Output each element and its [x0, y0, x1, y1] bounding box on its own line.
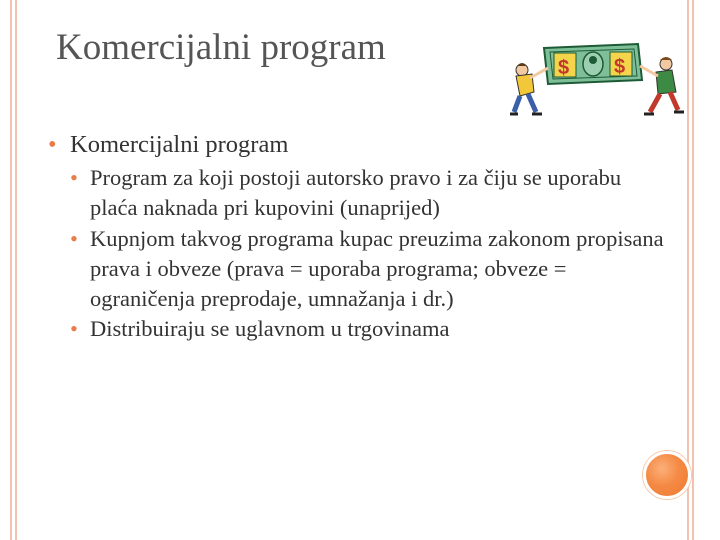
tug-of-war-money-icon	[498, 40, 690, 122]
decorative-circle	[643, 451, 691, 499]
bullet-dot-icon: •	[70, 316, 78, 342]
left-border-line	[10, 0, 12, 540]
bullet-level2	[68, 314, 666, 344]
bullet-text: Komercijalni program	[70, 131, 289, 158]
right-border-line	[692, 0, 694, 540]
dollar-sign-right: $	[614, 56, 626, 78]
slide-content	[46, 130, 666, 345]
bullet-level2	[68, 163, 666, 223]
bullet-level2	[68, 224, 666, 314]
bullet-text: Distribuiraju se uglavnom u trgovinama	[90, 316, 450, 342]
dollar-sign-left: $	[558, 57, 570, 79]
bullet-dot-icon: •	[48, 131, 57, 158]
bullet-dot-icon: •	[70, 164, 78, 190]
bullet-level1	[46, 130, 666, 161]
left-border-line	[15, 0, 17, 540]
bullet-text: Kupnjom takvog programa kupac preuzima zakonom propisana prava i obveze (prava = uporaba programa; obveze = ograničenja preprodaje, umnažanja i dr.)	[90, 225, 664, 311]
bullet-text: Program za koji postoji autorsko pravo i za čiju se uporabu plaća naknada pri kupovini (unaprijed)	[90, 164, 622, 220]
sub-bullet-list	[68, 163, 666, 345]
bullet-dot-icon: •	[70, 225, 78, 251]
slide-title: Komercijalni program	[56, 27, 386, 68]
